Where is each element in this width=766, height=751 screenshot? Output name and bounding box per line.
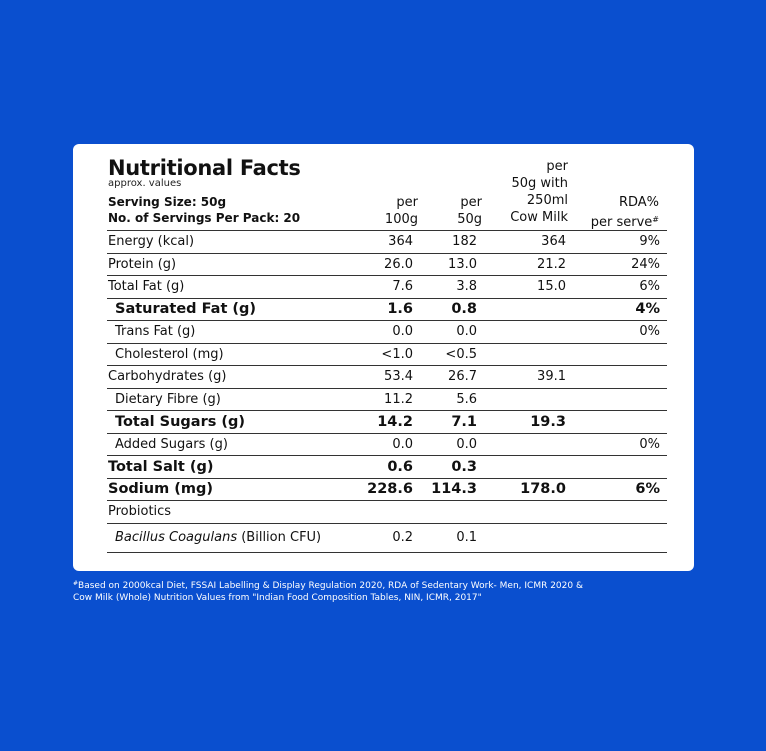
nutrient-name: Sodium (mg) — [107, 478, 342, 501]
value-per-50g: 7.1 — [413, 411, 479, 434]
header-line: 100g — [384, 212, 418, 227]
footnote-line: Cow Milk (Whole) Nutrition Values from "Indian Food Composition Tables, NIN, ICMR, 2017" — [73, 593, 482, 603]
column-header-with-milk — [493, 158, 568, 226]
value-with-milk — [479, 343, 566, 366]
footnote-marker: # — [73, 580, 79, 587]
header-line — [578, 211, 659, 231]
value-rda — [566, 366, 667, 389]
header-line: per — [396, 195, 418, 210]
header-line: RDA% — [618, 195, 659, 210]
value-per-100g: 0.6 — [342, 456, 413, 479]
value-per-50g: 182 — [413, 231, 479, 254]
nutrient-name: Carbohydrates (g) — [107, 366, 342, 389]
value-per-100g: 53.4 — [342, 366, 413, 389]
value-per-50g: 5.6 — [413, 388, 479, 411]
value-with-milk: 21.2 — [479, 253, 566, 276]
unit-label: (Billion CFU) — [237, 530, 322, 545]
value-rda: 9% — [566, 231, 667, 254]
nutrient-name: Saturated Fat (g) — [107, 298, 342, 321]
column-header-per-50g — [438, 194, 482, 228]
value-per-50g: <0.5 — [413, 343, 479, 366]
table-row — [107, 231, 667, 254]
value-with-milk: 39.1 — [479, 366, 566, 389]
value-rda: 0% — [566, 321, 667, 344]
value-per-50g: 114.3 — [413, 478, 479, 501]
nutrition-table — [107, 230, 667, 553]
value-per-50g: 0.0 — [413, 433, 479, 456]
value-with-milk — [479, 456, 566, 479]
table-row — [107, 321, 667, 344]
value-per-50g: 26.7 — [413, 366, 479, 389]
species-name: Bacillus Coagulans — [115, 530, 238, 545]
footnote-text: Based on 2000kcal Diet, FSSAI Labelling & Display Regulation 2020, RDA of Sedentary Work- Men, ICMR 2020 & — [78, 581, 583, 591]
header-text: per serve — [590, 215, 653, 230]
table-row — [107, 478, 667, 501]
value-rda: 6% — [566, 478, 667, 501]
value-rda — [566, 388, 667, 411]
value-rda — [566, 501, 667, 524]
footnote-marker: # — [652, 215, 659, 224]
nutrient-name: Protein (g) — [107, 253, 342, 276]
value-per-100g: 0.0 — [342, 321, 413, 344]
value-per-100g: 14.2 — [342, 411, 413, 434]
value-per-100g: 7.6 — [342, 276, 413, 299]
value-rda — [566, 411, 667, 434]
value-with-milk: 178.0 — [479, 478, 566, 501]
nutrient-name: Total Fat (g) — [107, 276, 342, 299]
header-line: Cow Milk — [510, 210, 568, 225]
value-with-milk — [479, 523, 566, 552]
table-row — [107, 456, 667, 479]
value-per-100g: 0.2 — [342, 523, 413, 552]
table-row — [107, 253, 667, 276]
nutrient-name: Probiotics — [107, 501, 342, 524]
table-row — [107, 433, 667, 456]
header-line: per — [546, 159, 568, 174]
value-with-milk — [479, 501, 566, 524]
header-line: 50g with — [511, 176, 568, 191]
column-header-rda — [578, 194, 659, 231]
nutrient-name: Trans Fat (g) — [107, 321, 342, 344]
nutrient-name: Added Sugars (g) — [107, 433, 342, 456]
value-per-100g — [342, 501, 413, 524]
value-per-50g: 13.0 — [413, 253, 479, 276]
value-rda: 4% — [566, 298, 667, 321]
table-row — [107, 298, 667, 321]
footnote-line — [73, 578, 683, 592]
value-with-milk: 19.3 — [479, 411, 566, 434]
value-per-100g: 11.2 — [342, 388, 413, 411]
nutrient-name: Total Salt (g) — [107, 456, 342, 479]
value-per-100g: <1.0 — [342, 343, 413, 366]
value-per-50g: 0.3 — [413, 456, 479, 479]
value-per-100g: 364 — [342, 231, 413, 254]
nutrition-facts-panel — [73, 144, 694, 571]
table-row — [107, 343, 667, 366]
table-row — [107, 523, 667, 552]
nutrient-name: Total Sugars (g) — [107, 411, 342, 434]
table-row — [107, 388, 667, 411]
nutrient-name: Dietary Fibre (g) — [107, 388, 342, 411]
value-with-milk — [479, 321, 566, 344]
value-rda: 0% — [566, 433, 667, 456]
header-line: per — [460, 195, 482, 210]
column-header-per-100g — [373, 194, 418, 228]
value-per-100g: 0.0 — [342, 433, 413, 456]
table-row — [107, 276, 667, 299]
nutrient-name — [107, 523, 342, 552]
value-rda — [566, 456, 667, 479]
nutrient-name: Energy (kcal) — [107, 231, 342, 254]
header-line: 50g — [457, 212, 482, 227]
value-per-50g: 0.8 — [413, 298, 479, 321]
value-with-milk — [479, 388, 566, 411]
servings-per-pack: No. of Servings Per Pack: 20 — [108, 211, 301, 225]
value-per-50g — [413, 501, 479, 524]
nutrient-name: Cholesterol (mg) — [107, 343, 342, 366]
value-with-milk — [479, 433, 566, 456]
panel-title: Nutritional Facts — [108, 156, 301, 180]
value-rda: 24% — [566, 253, 667, 276]
value-with-milk: 15.0 — [479, 276, 566, 299]
table-row — [107, 411, 667, 434]
footnote — [73, 578, 683, 604]
approx-values-note: approx. values — [108, 178, 182, 189]
value-per-50g: 3.8 — [413, 276, 479, 299]
serving-size: Serving Size: 50g — [108, 195, 227, 209]
value-per-100g: 228.6 — [342, 478, 413, 501]
value-rda — [566, 343, 667, 366]
value-per-50g: 0.1 — [413, 523, 479, 552]
serving-info — [108, 194, 300, 226]
value-per-100g: 1.6 — [342, 298, 413, 321]
value-with-milk — [479, 298, 566, 321]
header-line: 250ml — [526, 193, 568, 208]
value-rda — [566, 523, 667, 552]
value-rda: 6% — [566, 276, 667, 299]
value-per-100g: 26.0 — [342, 253, 413, 276]
value-per-50g: 0.0 — [413, 321, 479, 344]
table-row — [107, 366, 667, 389]
table-row — [107, 501, 667, 524]
value-with-milk: 364 — [479, 231, 566, 254]
